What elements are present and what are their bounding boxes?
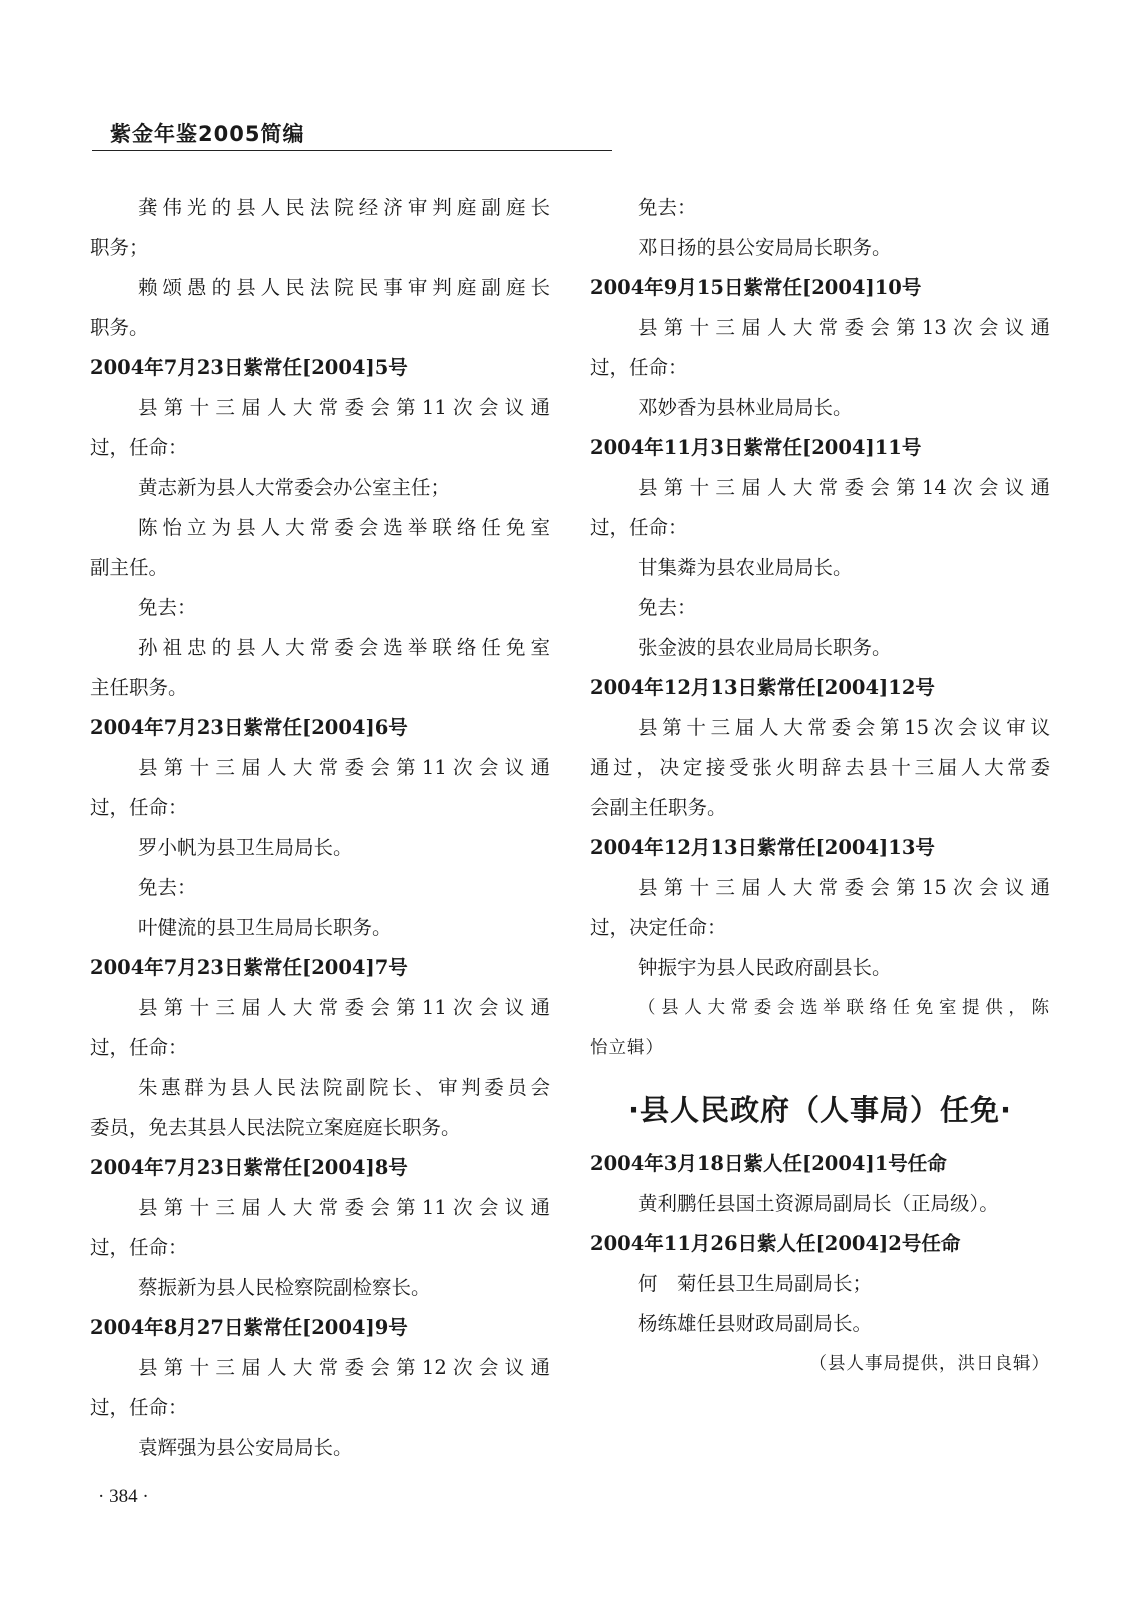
text-line: 袁辉强为县公安局局长。 bbox=[138, 1436, 353, 1459]
text-line: 县第十三届人大常委会第15次会议审议 bbox=[638, 716, 1050, 739]
text-line: 蔡振新为县人民检察院副检察长。 bbox=[138, 1276, 431, 1299]
left-column bbox=[90, 188, 550, 1468]
document-heading: 2004年3月18日紫人任[2004]1号任命 bbox=[590, 1152, 947, 1175]
text-line: 邓日扬的县公安局局长职务。 bbox=[638, 236, 892, 259]
document-heading: 2004年12月13日紫常任[2004]12号 bbox=[590, 676, 935, 699]
text-line: 过，决定任命： bbox=[590, 916, 727, 939]
text-line: 委员，免去其县人民法院立案庭庭长职务。 bbox=[90, 1116, 461, 1139]
text-line: 朱惠群为县人民法院副院长、审判委员会 bbox=[138, 1076, 550, 1099]
text-line: 陈怡立为县人大常委会选举联络任免室 bbox=[138, 516, 550, 539]
source-note: （县人大常委会选举联络任免室提供，陈 bbox=[638, 998, 1050, 1018]
document-heading: 2004年7月23日紫常任[2004]8号 bbox=[90, 1156, 408, 1179]
text-line: 邓妙香为县林业局局长。 bbox=[638, 396, 853, 419]
text-line: 过，任命： bbox=[90, 796, 188, 819]
right-column-text bbox=[590, 188, 1050, 1068]
text-line: 通过，决定接受张火明辞去县十三届人大常委 bbox=[590, 756, 1050, 779]
right-column bbox=[590, 188, 1050, 1384]
document-heading: 2004年9月15日紫常任[2004]10号 bbox=[590, 276, 922, 299]
text-line: 县第十三届人大常委会第11次会议通 bbox=[138, 996, 550, 1019]
document-heading: 2004年7月23日紫常任[2004]7号 bbox=[90, 956, 408, 979]
text-line: 罗小帆为县卫生局局长。 bbox=[138, 836, 353, 859]
document-heading: 2004年7月23日紫常任[2004]6号 bbox=[90, 716, 408, 739]
text-line: 孙祖忠的县人大常委会选举联络任免室 bbox=[138, 636, 550, 659]
text-line: 过，任命： bbox=[90, 1036, 188, 1059]
text-line: 免去： bbox=[638, 596, 697, 619]
text-line: 甘集粦为县农业局局长。 bbox=[638, 556, 853, 579]
text-line: 过，任命： bbox=[590, 516, 688, 539]
text-line: 免去： bbox=[638, 196, 697, 219]
text-line: 县第十三届人大常委会第11次会议通 bbox=[138, 1196, 550, 1219]
text-line: 会副主任职务。 bbox=[590, 796, 727, 819]
text-line: 县第十三届人大常委会第14次会议通 bbox=[638, 476, 1050, 499]
header-rule bbox=[92, 150, 612, 151]
text-line: 免去： bbox=[138, 876, 197, 899]
text-line: 免去： bbox=[138, 596, 197, 619]
document-heading: 2004年7月23日紫常任[2004]5号 bbox=[90, 356, 408, 379]
text-line: 过，任命： bbox=[90, 1396, 188, 1419]
source-note: （县人事局提供，洪日良辑） bbox=[809, 1354, 1050, 1374]
text-line: 过，任命： bbox=[90, 1236, 188, 1259]
running-head: 紫金年鉴2005简编 bbox=[110, 122, 305, 146]
text-line: 职务。 bbox=[90, 316, 149, 339]
section-body bbox=[590, 1144, 1050, 1384]
text-line: 钟振宇为县人民政府副县长。 bbox=[638, 956, 892, 979]
text-line: 副主任。 bbox=[90, 556, 169, 579]
document-heading: 2004年11月26日紫人任[2004]2号任命 bbox=[590, 1232, 961, 1255]
text-line: 张金波的县农业局局长职务。 bbox=[638, 636, 892, 659]
text-line: 过，任命： bbox=[90, 436, 188, 459]
document-heading: 2004年11月3日紫常任[2004]11号 bbox=[590, 436, 922, 459]
text-line: 赖颂愚的县人民法院民事审判庭副庭长 bbox=[138, 276, 550, 299]
section-title: ·县人民政府（人事局）任免· bbox=[627, 1093, 1013, 1127]
text-line: 黄利鹏任县国土资源局副局长（正局级）。 bbox=[638, 1192, 999, 1215]
text-line: 县第十三届人大常委会第11次会议通 bbox=[138, 756, 550, 779]
page-number: · 384 · bbox=[98, 1486, 149, 1507]
text-line: 职务； bbox=[90, 236, 149, 259]
text-line: 县第十三届人大常委会第12次会议通 bbox=[138, 1356, 550, 1379]
text-line: 过，任命： bbox=[590, 356, 688, 379]
text-line: 主任职务。 bbox=[90, 676, 188, 699]
text-line: 叶健流的县卫生局局长职务。 bbox=[138, 916, 392, 939]
document-heading: 2004年8月27日紫常任[2004]9号 bbox=[90, 1316, 408, 1339]
text-line: 县第十三届人大常委会第15次会议通 bbox=[638, 876, 1050, 899]
source-note: 怡立辑） bbox=[590, 1038, 664, 1058]
text-line: 何 菊任县卫生局副局长； bbox=[638, 1272, 873, 1295]
text-line: 龚伟光的县人民法院经济审判庭副庭长 bbox=[138, 196, 550, 219]
text-line: 黄志新为县人大常委会办公室主任； bbox=[138, 476, 451, 499]
text-line: 县第十三届人大常委会第11次会议通 bbox=[138, 396, 550, 419]
text-line: 杨练雄任县财政局副局长。 bbox=[638, 1312, 873, 1335]
document-heading: 2004年12月13日紫常任[2004]13号 bbox=[590, 836, 935, 859]
text-line: 县第十三届人大常委会第13次会议通 bbox=[638, 316, 1050, 339]
